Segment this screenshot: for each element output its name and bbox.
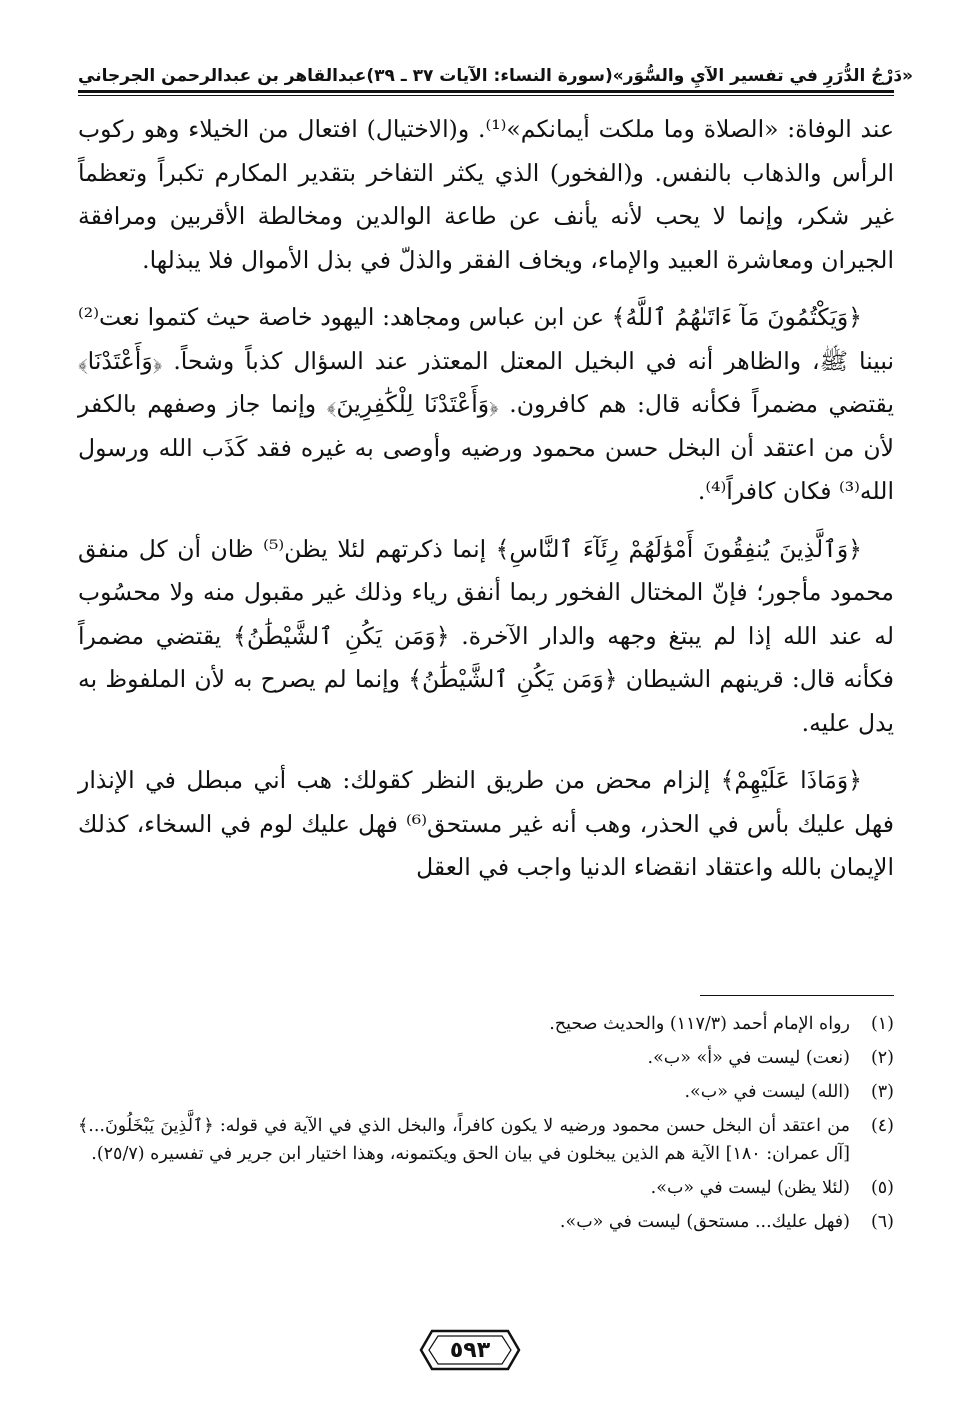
paragraph: عند الوفاة: «الصلاة وما ملكت أيمانكم»⁽¹⁾. و(الاختيال) افتعال من الخيلاء وهو ركوب الرأس والذهاب بالنفس. و(الفخور) الذي يكثر التفاخر بتقدير المكارم تكبراً وتعظماً غير شكر، وإنما لا يحب لأنه يأنف عن طاعة الوالدين ومخالطة الأقربين ومرافقة الجيران ومعاشرة العبيد والإماء، ويخاف الفقر والذلّ في بذل الأموال فلا يبذلها. [78, 115, 894, 274]
footnote-number: (٢) [870, 1048, 894, 1068]
page-number [418, 1328, 522, 1372]
footnote [78, 1112, 894, 1168]
footnote-text: رواه الإمام أحمد (١١٧/٣) والحديث صحيح. [549, 1014, 850, 1034]
footnote [78, 1044, 894, 1072]
footnote [78, 1010, 894, 1038]
footnote-number: (٣) [870, 1082, 894, 1102]
footnote-divider [700, 995, 894, 996]
running-header [78, 46, 914, 86]
paragraph: ﴿وَٱلَّذِينَ يُنفِقُونَ أَمْوَٰلَهُمْ رِئَآءَ ٱلنَّاسِ﴾ إنما ذكرتهم لئلا يظن⁽⁵⁾ ظان أن كل منفق محمود مأجور؛ فإنّ المختال الفخور ربما أنفق رياء وذلك غير مقبول منه ولا محسُوب له عند الله إذا لم يبتغ وجهه والدار الآخرة. ﴿وَمَن يَكُنِ ٱلشَّيْطَٰنُ﴾ يقتضي مضمراً فكأنه قال: قرينهم الشيطان ﴿وَمَن يَكُنِ ٱلشَّيْطَٰنُ﴾ وإنما لم يصرح به لأن الملفوظ به يدل عليه. [78, 534, 894, 737]
main-text [78, 108, 894, 904]
paragraph: ﴿وَيَكْتُمُونَ مَآ ءَاتَىٰهُمُ ٱللَّهُ﴾ عن ابن عباس ومجاهد: اليهود خاصة حيث كتموا نعت⁽²⁾ نبينا ﷺ، والظاهر أنه في البخيل المعتل المعتذر عند السؤال كذباً وشحاً. ﴿وَأَعْتَدْنَا﴾ يقتضي مضمراً فكأنه قال: هم كافرون. ﴿وَأَعْتَدْنَا لِلْكَٰفِرِينَ﴾ وإنما جاز وصفهم بالكفر لأن من اعتقد أن البخل حسن محمود ورضيه وأوصى به غيره فقد كَذَب الله ورسول الله⁽³⁾ فكان كافراً⁽⁴⁾. [78, 303, 894, 505]
footnote [78, 1174, 894, 1202]
footnote-text: (الله) ليست في «ب». [684, 1082, 850, 1102]
footnote [78, 1208, 894, 1236]
footnote-text: (نعت) ليست في «أ» «ب». [647, 1048, 850, 1068]
footnote-number: (٤) [870, 1116, 894, 1136]
page-number-text: ٥٩٣ [449, 1337, 491, 1363]
footnotes [78, 1010, 894, 1242]
book-title: «دَرْجُ الدُّرَرِ في تفسير الآيِ والسُّوَر» [612, 66, 914, 86]
footnote-text: من اعتقد أن البخل حسن محمود ورضيه لا يكون كافراً، والبخل الذي في الآية في قوله: ﴿ٱلَّذِينَ يَبْخَلُونَ...﴾ [آل عمران: ١٨٠] الآية هم الذين يبخلون في بيان الحق ويكتمونه، وهذا اختيار ابن جرير في تفسيره (٢٥/٧). [78, 1116, 850, 1164]
paragraph: ﴿وَمَاذَا عَلَيْهِمْ﴾ إلزام محض من طريق النظر كقولك: هب أني مبطل في الإنذار فهل عليك بأس في الحذر، وهب أنه غير مستحق⁽⁶⁾ فهل عليك لوم في السخاء، كذلك الإيمان بالله واعتقاد انقضاء الدنيا واجب في العقل [78, 766, 894, 881]
footnote-number: (١) [870, 1014, 894, 1034]
footnote-number: (٥) [870, 1178, 894, 1198]
footnote-text: (فهل عليك... مستحق) ليست في «ب». [559, 1212, 850, 1232]
footnote-text: (لئلا يظن) ليست في «ب». [650, 1178, 850, 1198]
footnote [78, 1078, 894, 1106]
header-divider [78, 90, 894, 93]
author-name: عبدالقاهر بن عبدالرحمن الجرجاني [78, 66, 367, 86]
footnote-number: (٦) [870, 1212, 894, 1232]
section-title: (سورة النساء: الآيات ٣٧ ـ ٣٩) [366, 66, 613, 86]
